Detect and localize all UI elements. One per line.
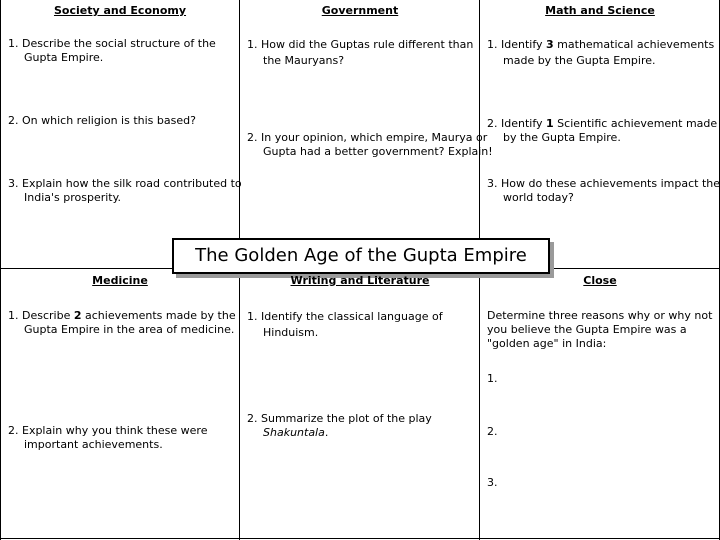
worksheet-title: The Golden Age of the Gupta Empire [172,238,550,274]
math-q1-count: 3 [546,38,554,51]
math-question-1 [487,37,720,69]
writing-q2-post: . [324,426,329,439]
close-header: Close [583,274,617,287]
medicine-question-2: 2. Explain why you think these were important achievements. [8,424,208,451]
writing-question-1: 1. Identify the classical language of Hinduism. [247,310,443,339]
divider-top-right [479,0,480,240]
math-q1-pre: 1. Identify [487,38,547,51]
divider-bottom [0,538,720,539]
medicine-q1-pre: 1. Describe [8,309,74,322]
medicine-q1-count: 2 [73,309,82,322]
math-question-2 [487,117,720,145]
math-question-3: 3. How do these achievements impact the world today? [487,177,720,204]
math-q2-post: Scientific achievement made by the Gupta Empire. [503,117,718,144]
math-q2-count: 1 [546,117,554,130]
writing-q2-play-title: Shakuntala [263,426,325,439]
border-left [0,0,1,540]
writing-literature-header: Writing and Literature [290,274,430,287]
math-science-header: Math and Science [545,4,655,17]
government-question-2: 2. In your opinion, which empire, Maurya or Gupta had a better government? Explain! [247,131,493,158]
writing-question-2 [247,412,483,440]
close-prompt: Determine three reasons why or why not you believe the Gupta Empire was a "golden age" in India: [487,309,713,350]
math-q1-post: mathematical achievements made by the Gupta Empire. [503,38,715,67]
society-question-1: 1. Describe the social structure of the Gupta Empire. [8,37,216,64]
close-reason-2: 2. [487,425,498,438]
society-question-3: 3. Explain how the silk road contributed to India's prosperity. [8,177,242,204]
close-reason-1: 1. [487,372,498,385]
close-reason-3: 3. [487,476,498,489]
medicine-q1-post: achievements made by the Gupta Empire in the area of medicine. [24,309,236,336]
medicine-question-1 [8,309,246,337]
medicine-header: Medicine [92,274,148,287]
government-question-1: 1. How did the Guptas rule different than the Mauryans? [247,38,474,67]
writing-q2-pre: 2. Summarize the plot of the play [247,412,432,425]
society-economy-header: Society and Economy [53,4,187,17]
math-q2-pre: 2. Identify [487,117,547,130]
divider-middle-left [0,268,174,269]
divider-middle-right [548,268,720,269]
government-header: Government [321,4,399,17]
society-question-2: 2. On which religion is this based? [8,114,196,127]
